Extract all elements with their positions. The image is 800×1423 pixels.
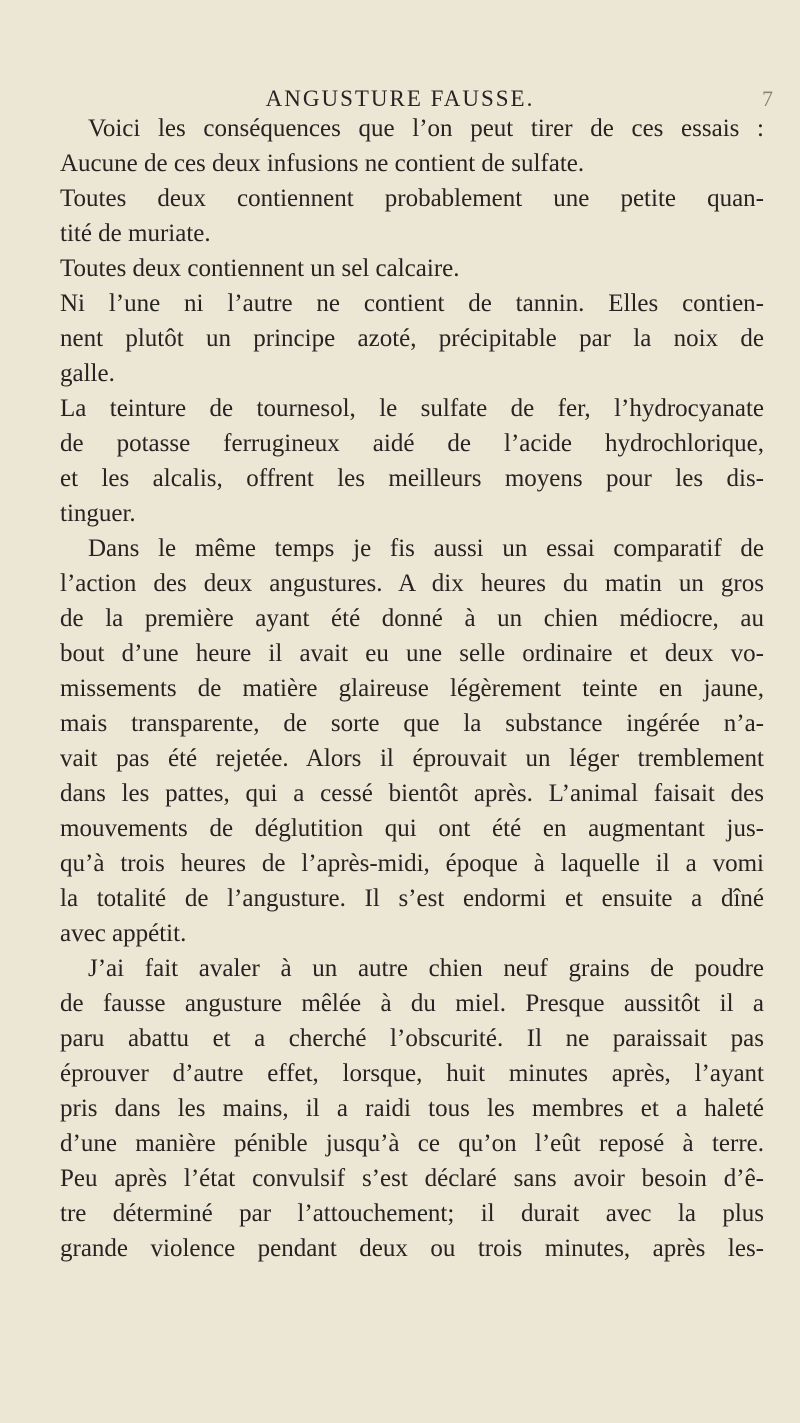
text-line: dans les pattes, qui a cessé bientôt après. L’animal faisait des <box>60 780 764 807</box>
text-line: éprouver d’autre effet, lorsque, huit minutes après, l’ayant <box>60 1060 764 1087</box>
text-line: avec appétit. <box>60 920 187 947</box>
running-header: ANGUSTURE FAUSSE. <box>265 86 535 111</box>
text-line: de potasse ferrugineux aidé de l’acide hydrochlorique, <box>60 430 764 457</box>
text-line: la totalité de l’angusture. Il s’est endormi et ensuite a dîné <box>60 885 764 912</box>
text-line: tité de muriate. <box>60 220 211 247</box>
text-line: d’une manière pénible jusqu’à ce qu’on l’eût reposé à terre. <box>60 1130 764 1157</box>
text-line: de la première ayant été donné à un chien médiocre, au <box>60 605 764 632</box>
text-line: tinguer. <box>60 500 136 527</box>
text-line: Dans le même temps je fis aussi un essai comparatif de <box>88 535 764 562</box>
text-line: et les alcalis, offrent les meilleurs moyens pour les dis- <box>60 465 764 492</box>
text-line: Voici les conséquences que l’on peut tirer de ces essais : <box>88 115 764 142</box>
text-line: Peu après l’état convulsif s’est déclaré sans avoir besoin d’ê- <box>60 1165 764 1192</box>
text-line: grande violence pendant deux ou trois minutes, après les- <box>60 1235 764 1262</box>
text-line: mouvements de déglutition qui ont été en augmentant jus- <box>60 815 764 842</box>
text-line: de fausse angusture mêlée à du miel. Presque aussitôt il a <box>60 990 764 1017</box>
text-line: galle. <box>60 360 115 387</box>
text-line: l’action des deux angustures. A dix heures du matin un gros <box>60 570 764 597</box>
text-line: paru abattu et a cherché l’obscurité. Il ne paraissait pas <box>60 1025 764 1052</box>
text-line: J’ai fait avaler à un autre chien neuf grains de poudre <box>88 955 764 982</box>
text-line: missements de matière glaireuse légèrement teinte en jaune, <box>60 675 764 702</box>
text-line: tre déterminé par l’attouchement; il durait avec la plus <box>60 1200 764 1227</box>
text-line: Toutes deux contiennent un sel calcaire. <box>60 255 460 282</box>
text-line: Aucune de ces deux infusions ne contient de sulfate. <box>60 150 585 177</box>
text-line: Toutes deux contiennent probablement une petite quan- <box>60 185 764 212</box>
text-line: mais transparente, de sorte que la substance ingérée n’a- <box>60 710 764 737</box>
text-line: vait pas été rejetée. Alors il éprouvait un léger tremblement <box>60 745 764 772</box>
page-number: 7 <box>762 86 773 111</box>
text-line: La teinture de tournesol, le sulfate de fer, l’hydrocyanate <box>60 395 764 422</box>
text-line: nent plutôt un principe azoté, précipitable par la noix de <box>60 325 764 352</box>
text-line: bout d’une heure il avait eu une selle ordinaire et deux vo- <box>60 640 764 667</box>
text-line: qu’à trois heures de l’après-midi, époque à laquelle il a vomi <box>60 850 764 877</box>
text-line: pris dans les mains, il a raidi tous les membres et a haleté <box>60 1095 764 1122</box>
text-line: Ni l’une ni l’autre ne contient de tannin. Elles contien- <box>60 290 764 317</box>
